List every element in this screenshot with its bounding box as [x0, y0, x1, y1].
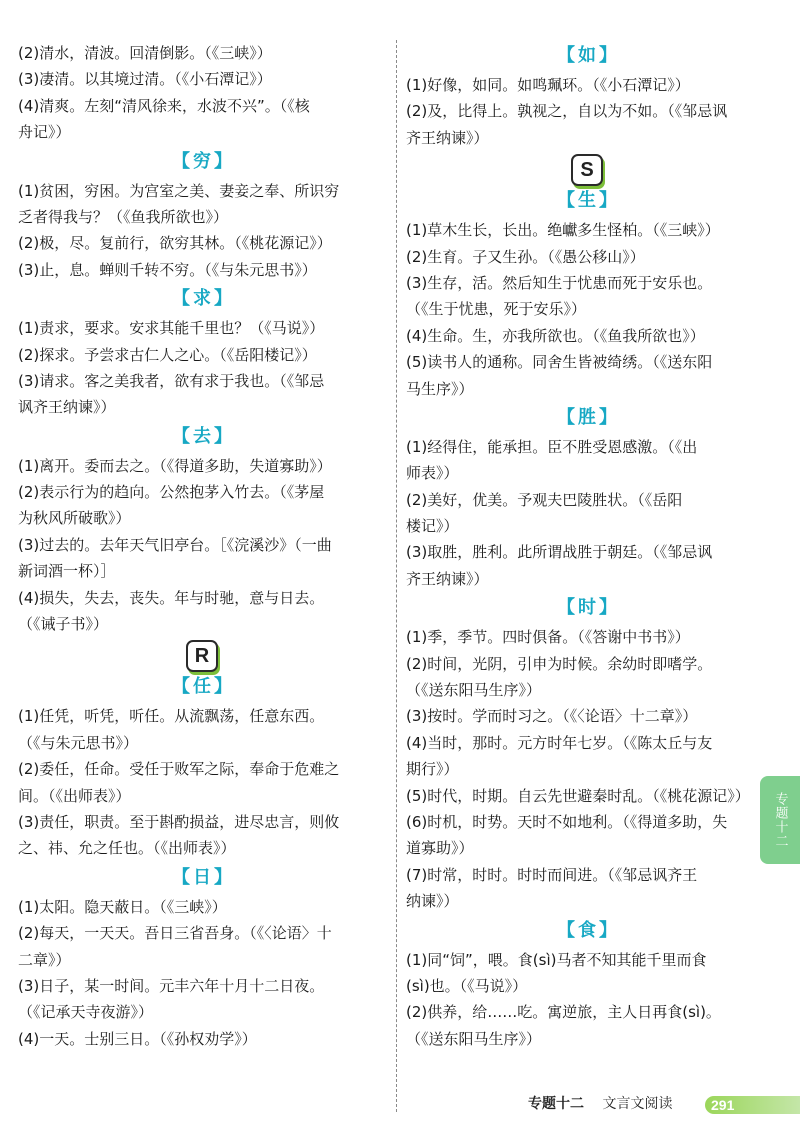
- heading-character: 如: [578, 45, 596, 66]
- entry-line: (2)美好，优美。予观夫巴陵胜状。（《岳阳: [406, 490, 683, 509]
- entry-line: (7)时常，时时。时时而间进。（《邹忌讽齐王: [406, 865, 698, 884]
- entry-line: 乏者得我与？（《鱼我所欲也》）: [18, 207, 229, 226]
- entry-line: (1)太阳。隐天蔽日。（《三峡》）: [18, 897, 227, 916]
- right-column: [406, 40, 768, 1052]
- heading-bracket-right: 】: [214, 150, 232, 172]
- entry-line: (3)责任，职责。至于斟酌损益，进尽忠言，则攸: [18, 812, 340, 831]
- entry-line: (2)每天，一天天。吾日三省吾身。（《〈论语〉十: [18, 924, 332, 943]
- heading-bracket-left: 【: [557, 919, 575, 941]
- heading-character: 时: [578, 597, 596, 619]
- page-number: 291: [711, 1097, 735, 1113]
- heading-character: 穷: [193, 150, 211, 172]
- entry-line: (4)损失，失去，丧失。年与时驰，意与日去。: [18, 588, 325, 607]
- entry-line: (3)按时。学而时习之。（《〈论语〉十二章》）: [406, 707, 698, 726]
- entry-line: (4)生命。生，亦我所欲也。（《鱼我所欲也》）: [406, 326, 705, 345]
- entry-line: 间。（《出师表》）: [18, 786, 131, 805]
- heading-bracket-right: 】: [599, 597, 617, 619]
- entry-line: (3)止，息。蝉则千转不穷。（《与朱元思书》）: [18, 260, 317, 279]
- entry-line: (1)好像，如同。如鸣珮环。（《小石潭记》）: [406, 76, 690, 94]
- entry-line: (5)时代，时期。自云先世避秦时乱。（《桃花源记》）: [406, 786, 750, 805]
- character-heading: [18, 671, 386, 703]
- heading-character: 任: [193, 676, 211, 698]
- side-tab-label: 专题十二: [772, 792, 788, 848]
- character-heading: [406, 915, 768, 947]
- entry-line: （《送东阳马生序》）: [406, 681, 542, 700]
- entry-line: (5)读书人的通称。同舍生皆被绮绣。（《送东阳: [406, 353, 713, 372]
- entry-line: （《生于忧患，死于安乐》）: [406, 300, 587, 319]
- heading-bracket-left: 【: [172, 676, 190, 698]
- heading-character: 求: [193, 288, 211, 310]
- entry-line: (2)及，比得上。孰视之，自以为不如。（《邹忌讽: [406, 102, 728, 121]
- heading-bracket-right: 】: [214, 676, 232, 698]
- entry-line: (1)草木生长，长出。绝巘多生怪柏。（《三峡》）: [406, 221, 720, 240]
- entry-line: (3)生存，活。然后知生于忧患而死于安乐也。: [406, 273, 713, 292]
- entry-line: (1)离开。委而去之。（《得道多助，失道寡助》）: [18, 456, 332, 475]
- entry-line: （《诫子书》）: [18, 615, 109, 634]
- entry-line: (6)时机，时势。天时不如地利。（《得道多助，失: [406, 812, 728, 831]
- entry-line: (3)凄清。以其境过清。（《小石潭记》）: [18, 70, 272, 89]
- entry-line: 二章》）: [18, 950, 71, 969]
- heading-bracket-left: 【: [557, 45, 575, 66]
- heading-bracket-right: 】: [214, 425, 232, 447]
- letter-section-marker: [406, 151, 768, 185]
- entry-line: 纳谏》）: [406, 892, 459, 911]
- character-heading: [406, 185, 768, 217]
- heading-bracket-right: 】: [214, 866, 232, 888]
- entry-line: (2)生育。子又生孙。（《愚公移山》）: [406, 247, 645, 266]
- entry-line: 讽齐王纳谏》）: [18, 398, 116, 417]
- entry-line: (1)责求，要求。安求其能千里也？（《马说》）: [18, 319, 325, 338]
- entry-line: (3)日子，某一时间。元丰六年十月十二日夜。: [18, 976, 325, 995]
- letter-section-marker: [18, 637, 386, 671]
- heading-bracket-right: 】: [599, 45, 617, 66]
- heading-character: 胜: [578, 406, 596, 428]
- entry-line: 新词酒一杯）］: [18, 562, 116, 581]
- entry-line: 马生序》）: [406, 379, 474, 398]
- character-heading: [406, 402, 768, 434]
- entry-line: 楼记》）: [406, 517, 459, 536]
- entry-line: (4)一天。士别三日。（《孙权劝学》）: [18, 1029, 257, 1048]
- entry-line: (sì)也。（《马说》）: [406, 976, 528, 995]
- character-heading: [18, 421, 386, 453]
- entry-line: 齐王纳谏》）: [406, 569, 489, 588]
- entry-line: (2)供养，给……吃。寓逆旅，主人日再食(sì)。: [406, 1003, 721, 1022]
- heading-bracket-right: 】: [599, 190, 617, 212]
- heading-bracket-right: 】: [214, 288, 232, 310]
- entry-line: (2)清水，清波。回清倒影。（《三峡》）: [18, 44, 272, 62]
- heading-bracket-left: 【: [172, 425, 190, 447]
- page-number-badge: [705, 1096, 800, 1114]
- heading-bracket-right: 】: [599, 919, 617, 941]
- heading-bracket-left: 【: [172, 288, 190, 310]
- entry-line: （《与朱元思书》）: [18, 733, 139, 752]
- entry-line: 舟记》）: [18, 123, 71, 142]
- character-heading: [406, 40, 768, 72]
- entry-line: (3)取胜，胜利。此所谓战胜于朝廷。（《邹忌讽: [406, 543, 713, 562]
- column-divider: [396, 40, 397, 1112]
- heading-bracket-left: 【: [557, 406, 575, 428]
- entry-line: 之、祎、允之任也。（《出师表》）: [18, 839, 236, 858]
- entry-line: 师表》）: [406, 464, 459, 483]
- entry-line: (2)极，尽。复前行，欲穷其林。（《桃花源记》）: [18, 234, 332, 253]
- entry-line: (1)贫困，穷困。为宫室之美、妻妾之奉、所识穷: [18, 181, 340, 200]
- entry-line: (4)清爽。左刻“清风徐来，水波不兴”。（《核: [18, 96, 310, 115]
- entry-line: 为秋风所破歌》）: [18, 509, 131, 528]
- entry-line: 期行》）: [406, 760, 459, 779]
- entry-line: (1)经得住，能承担。臣不胜受恩感激。（《出: [406, 437, 698, 456]
- character-heading: [18, 283, 386, 315]
- left-column: [18, 40, 386, 1052]
- heading-character: 去: [193, 425, 211, 447]
- heading-character: 生: [578, 190, 596, 212]
- entry-line: (2)表示行为的趋向。公然抱茅入竹去。（《茅屋: [18, 483, 325, 502]
- entry-line: (1)季，季节。四时俱备。（《答谢中书书》）: [406, 628, 690, 647]
- entry-line: (1)任凭，听凭，听任。从流飘荡，任意东西。: [18, 707, 325, 726]
- character-heading: [406, 592, 768, 624]
- letter-badge: R: [186, 640, 218, 672]
- entry-line: 道寡助》）: [406, 839, 474, 858]
- character-heading: [18, 862, 386, 894]
- entry-line: (2)探求。予尝求古仁人之心。（《岳阳楼记》）: [18, 345, 317, 364]
- heading-bracket-left: 【: [557, 597, 575, 619]
- footer-section: 专题十二: [528, 1096, 584, 1112]
- heading-bracket-left: 【: [557, 190, 575, 212]
- entry-line: (3)过去的。去年天气旧亭台。［《浣溪沙》（一曲: [18, 535, 332, 554]
- character-heading: [18, 146, 386, 178]
- heading-character: 日: [193, 866, 211, 888]
- entry-line: (3)请求。客之美我者，欲有求于我也。（《邹忌: [18, 371, 325, 390]
- entry-line: (2)委任，任命。受任于败军之际，奉命于危难之: [18, 760, 340, 779]
- heading-bracket-right: 】: [599, 406, 617, 428]
- entry-line: (2)时间，光阴，引申为时候。余幼时即嗜学。: [406, 654, 713, 673]
- entry-line: (4)当时，那时。元方时年七岁。（《陈太丘与友: [406, 733, 713, 752]
- entry-line: 齐王纳谏》）: [406, 128, 489, 147]
- heading-character: 食: [578, 919, 596, 941]
- entry-line: （《记承天寺夜游》）: [18, 1003, 154, 1022]
- footer-title: 文言文阅读: [602, 1096, 673, 1112]
- page-footer: [528, 1092, 672, 1116]
- heading-bracket-left: 【: [172, 866, 190, 888]
- entry-line: （《送东阳马生序》）: [406, 1029, 542, 1048]
- letter-badge: S: [571, 154, 603, 186]
- chapter-side-tab[interactable]: [760, 776, 800, 864]
- entry-line: (1)同“饲”，喂。食(sì)马者不知其能千里而食: [406, 950, 707, 969]
- heading-bracket-left: 【: [172, 150, 190, 172]
